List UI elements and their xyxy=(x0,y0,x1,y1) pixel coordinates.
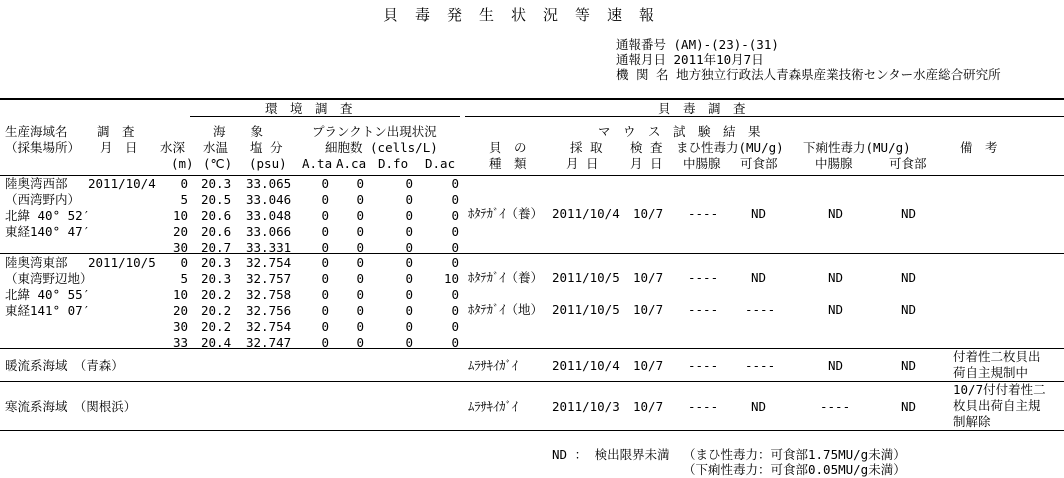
dac-cell: 0 xyxy=(451,319,459,334)
ata-cell: 0 xyxy=(321,224,329,239)
dfo-cell: 0 xyxy=(405,319,413,334)
shell-sample-date: 2011/10/4 xyxy=(552,358,620,373)
temp-cell: 20.3 xyxy=(201,271,232,286)
salinity-cell: 32.754 xyxy=(246,319,292,334)
salinity-cell: 32.747 xyxy=(246,335,292,350)
dac-cell: 0 xyxy=(451,240,459,255)
salinity-cell: 32.754 xyxy=(246,255,292,270)
dac-cell: 0 xyxy=(451,255,459,270)
area-cell: 東経141° 07′ xyxy=(5,303,91,318)
psp-edible-value: ND xyxy=(751,206,767,221)
dac-cell: 10 xyxy=(443,271,459,286)
dac-cell: 0 xyxy=(451,224,459,239)
dsp-edible-value: ND xyxy=(901,302,917,317)
depth-cell: 10 xyxy=(172,287,188,302)
area-header: 生産海域名 xyxy=(5,124,68,139)
psp-edible-header: 可食部 xyxy=(740,156,778,171)
dsp-header: 下痢性毒力(MU/g) xyxy=(803,140,911,155)
header-bottom-rule xyxy=(0,175,1064,176)
shell-kind: ﾎﾀﾃｶﾞｲ（養） xyxy=(468,206,544,221)
shell-inspect-date: 10/7 xyxy=(633,302,664,317)
depth-cell: 5 xyxy=(180,192,188,207)
temp-header: 水温 xyxy=(203,140,229,155)
survey-date-cell: 2011/10/4 xyxy=(88,176,156,191)
shell-sample-date: 2011/10/5 xyxy=(552,302,620,317)
aca-cell: 0 xyxy=(356,176,364,191)
salinity-cell: 33.048 xyxy=(246,208,292,223)
area-cell: （東湾野辺地） xyxy=(5,271,93,286)
salinity-header: 塩 分 xyxy=(250,140,283,155)
salinity-cell: 32.757 xyxy=(246,271,292,286)
temp-cell: 20.3 xyxy=(201,176,232,191)
aca-cell: 0 xyxy=(356,224,364,239)
salinity-cell: 32.756 xyxy=(246,303,292,318)
area-cell: （西湾野内） xyxy=(5,192,81,207)
ata-cell: 0 xyxy=(321,192,329,207)
shell-inspect-date: 10/7 xyxy=(633,270,664,285)
sample-header: 採 取 xyxy=(570,140,603,155)
temp-cell: 20.4 xyxy=(201,335,232,350)
sea-header: 海 象 xyxy=(213,124,264,139)
temp-cell: 20.3 xyxy=(201,255,232,270)
salinity-unit: (psu) xyxy=(249,156,287,171)
group-divider xyxy=(0,348,1064,349)
ata-cell: 0 xyxy=(321,255,329,270)
aca-cell: 0 xyxy=(356,335,364,350)
ata-cell: 0 xyxy=(321,319,329,334)
shell-survey-header: 貝 毒 調 査 xyxy=(658,101,746,116)
psp-edible-value: ND xyxy=(751,270,767,285)
aca-cell: 0 xyxy=(356,255,364,270)
depth-cell: 5 xyxy=(180,271,188,286)
psp-midgut-value: ---- xyxy=(688,206,719,221)
dac-cell: 0 xyxy=(451,287,459,302)
shell-sample-date: 2011/10/5 xyxy=(552,270,620,285)
dfo-cell: 0 xyxy=(405,271,413,286)
dfo-cell: 0 xyxy=(405,335,413,350)
dfo-cell: 0 xyxy=(405,192,413,207)
temp-cell: 20.2 xyxy=(201,319,232,334)
footnote-psp: （まひ性毒力：可食部1.75MU/g未満） xyxy=(683,447,906,462)
psp-midgut-header: 中腸腺 xyxy=(683,156,721,171)
area-cell: 陸奥湾西部 xyxy=(5,176,68,191)
psp-midgut-value: ---- xyxy=(688,302,719,317)
area-cell: 北緯 40° 52′ xyxy=(5,208,91,223)
ata-cell: 0 xyxy=(321,287,329,302)
col-dac: D.ac xyxy=(425,156,456,171)
shell-kind: ﾎﾀﾃｶﾞｲ（養） xyxy=(468,270,544,285)
dsp-edible-value: ND xyxy=(901,399,917,414)
shell-kind: ﾑﾗｻｷｲｶﾞｲ xyxy=(468,358,519,373)
psp-midgut-value: ---- xyxy=(688,399,719,414)
psp-midgut-value: ---- xyxy=(688,358,719,373)
psp-edible-value: ---- xyxy=(745,358,776,373)
depth-cell: 10 xyxy=(172,208,188,223)
dfo-cell: 0 xyxy=(405,224,413,239)
dfo-cell: 0 xyxy=(405,287,413,302)
dsp-edible-value: ND xyxy=(901,270,917,285)
depth-cell: 30 xyxy=(172,319,188,334)
plankton-header: プランクトン出現状況 xyxy=(312,124,437,139)
dac-cell: 0 xyxy=(451,335,459,350)
dsp-midgut-value: ND xyxy=(828,302,844,317)
aca-cell: 0 xyxy=(356,208,364,223)
shell-inspect-date: 10/7 xyxy=(633,358,664,373)
cells-header: 細胞数 (cells/L) xyxy=(325,140,438,155)
depth-cell: 0 xyxy=(180,176,188,191)
dfo-cell: 0 xyxy=(405,176,413,191)
temp-cell: 20.2 xyxy=(201,303,232,318)
shell-sample-date: 2011/10/3 xyxy=(552,399,620,414)
mouse-test-header: マ ウ ス 試 験 結 果 xyxy=(598,124,761,139)
dac-cell: 0 xyxy=(451,192,459,207)
depth-cell: 20 xyxy=(172,303,188,318)
dsp-midgut-value: ND xyxy=(828,270,844,285)
aca-cell: 0 xyxy=(356,192,364,207)
report-date: 通報月日 2011年10月7日 xyxy=(616,52,764,67)
temp-cell: 20.7 xyxy=(201,240,232,255)
table-top-rule xyxy=(0,98,1064,100)
aca-cell: 0 xyxy=(356,240,364,255)
depth-cell: 33 xyxy=(172,335,188,350)
ata-cell: 0 xyxy=(321,208,329,223)
footnote-nd: ND ： 検出限界未満 xyxy=(552,447,670,462)
group-divider xyxy=(0,381,1064,382)
dsp-edible-value: ND xyxy=(901,358,917,373)
salinity-cell: 33.331 xyxy=(246,240,292,255)
col-ata: A.ta xyxy=(302,156,333,171)
ata-cell: 0 xyxy=(321,271,329,286)
env-header-rule xyxy=(190,116,460,117)
page-title: 貝 毒 発 生 状 況 等 速 報 xyxy=(383,6,656,24)
depth-header: 水深 xyxy=(160,140,186,155)
shell-header-rule xyxy=(465,116,1064,117)
env-survey-header: 環 境 調 査 xyxy=(265,101,353,116)
dsp-midgut-value: ND xyxy=(828,358,844,373)
kind-header: 貝 の xyxy=(489,140,527,155)
ata-cell: 0 xyxy=(321,335,329,350)
ata-cell: 0 xyxy=(321,303,329,318)
salinity-cell: 32.758 xyxy=(246,287,292,302)
dsp-midgut-value: ND xyxy=(828,206,844,221)
temp-unit: (℃) xyxy=(203,156,233,171)
depth-cell: 20 xyxy=(172,224,188,239)
report-organization: 機 関 名 地方独立行政法人青森県産業技術センター水産総合研究所 xyxy=(616,67,1001,82)
dsp-midgut-header: 中腸腺 xyxy=(815,156,853,171)
kind-subheader: 種 類 xyxy=(489,156,527,171)
salinity-cell: 33.066 xyxy=(246,224,292,239)
dfo-cell: 0 xyxy=(405,240,413,255)
area-cell: 北緯 40° 55′ xyxy=(5,287,91,302)
remarks-line: 10/7付付着性二 xyxy=(953,382,1046,397)
dfo-cell: 0 xyxy=(405,303,413,318)
dfo-cell: 0 xyxy=(405,255,413,270)
area-cell: 陸奥湾東部 xyxy=(5,255,68,270)
group-divider xyxy=(0,253,1064,254)
survey-date-cell: 2011/10/5 xyxy=(88,255,156,270)
col-dfo: D.fo xyxy=(378,156,409,171)
sample-subheader: 月 日 xyxy=(566,156,599,171)
aca-cell: 0 xyxy=(356,271,364,286)
dac-cell: 0 xyxy=(451,208,459,223)
aca-cell: 0 xyxy=(356,287,364,302)
ata-cell: 0 xyxy=(321,240,329,255)
salinity-cell: 33.046 xyxy=(246,192,292,207)
dsp-midgut-value: ---- xyxy=(820,399,851,414)
footnote-dsp: （下痢性毒力：可食部0.05MU/g未満） xyxy=(683,462,906,477)
date-subheader: 月 日 xyxy=(100,140,138,155)
area-subheader: （採集場所） xyxy=(5,140,81,155)
temp-cell: 20.6 xyxy=(201,224,232,239)
ata-cell: 0 xyxy=(321,176,329,191)
remarks-line: 枚貝出荷自主規 xyxy=(953,398,1041,413)
depth-unit: (m) xyxy=(171,156,194,171)
report-number: 通報番号 (AM)-(23)-(31) xyxy=(616,37,779,52)
dfo-cell: 0 xyxy=(405,208,413,223)
remarks-line: 荷自主規制中 xyxy=(953,365,1029,380)
warm-area-name: 暖流系海域 （青森） xyxy=(5,358,124,373)
aca-cell: 0 xyxy=(356,303,364,318)
remarks-line: 制解除 xyxy=(953,414,991,429)
temp-cell: 20.5 xyxy=(201,192,232,207)
shell-inspect-date: 10/7 xyxy=(633,399,664,414)
temp-cell: 20.2 xyxy=(201,287,232,302)
date-header: 調 査 xyxy=(97,124,135,139)
dac-cell: 0 xyxy=(451,303,459,318)
dac-cell: 0 xyxy=(451,176,459,191)
psp-edible-value: ---- xyxy=(745,302,776,317)
col-aca: A.ca xyxy=(336,156,367,171)
shell-kind: ﾑﾗｻｷｲｶﾞｲ xyxy=(468,399,519,414)
salinity-cell: 33.065 xyxy=(246,176,292,191)
area-cell: 東経140° 47′ xyxy=(5,224,91,239)
cold-area-name: 寒流系海域 （関根浜） xyxy=(5,399,137,414)
shell-sample-date: 2011/10/4 xyxy=(552,206,620,221)
remarks-header: 備 考 xyxy=(960,140,998,155)
psp-header: まひ性毒力(MU/g) xyxy=(676,140,784,155)
temp-cell: 20.6 xyxy=(201,208,232,223)
shell-inspect-date: 10/7 xyxy=(633,206,664,221)
psp-edible-value: ND xyxy=(751,399,767,414)
psp-midgut-value: ---- xyxy=(688,270,719,285)
table-bottom-rule xyxy=(0,430,1064,431)
shell-kind: ﾎﾀﾃｶﾞｲ（地） xyxy=(468,302,544,317)
inspect-subheader: 月 日 xyxy=(630,156,663,171)
depth-cell: 30 xyxy=(172,240,188,255)
inspect-header: 検 査 xyxy=(630,140,663,155)
dsp-edible-header: 可食部 xyxy=(889,156,927,171)
remarks-line: 付着性二枚貝出 xyxy=(953,349,1041,364)
dsp-edible-value: ND xyxy=(901,206,917,221)
aca-cell: 0 xyxy=(356,319,364,334)
depth-cell: 0 xyxy=(180,255,188,270)
